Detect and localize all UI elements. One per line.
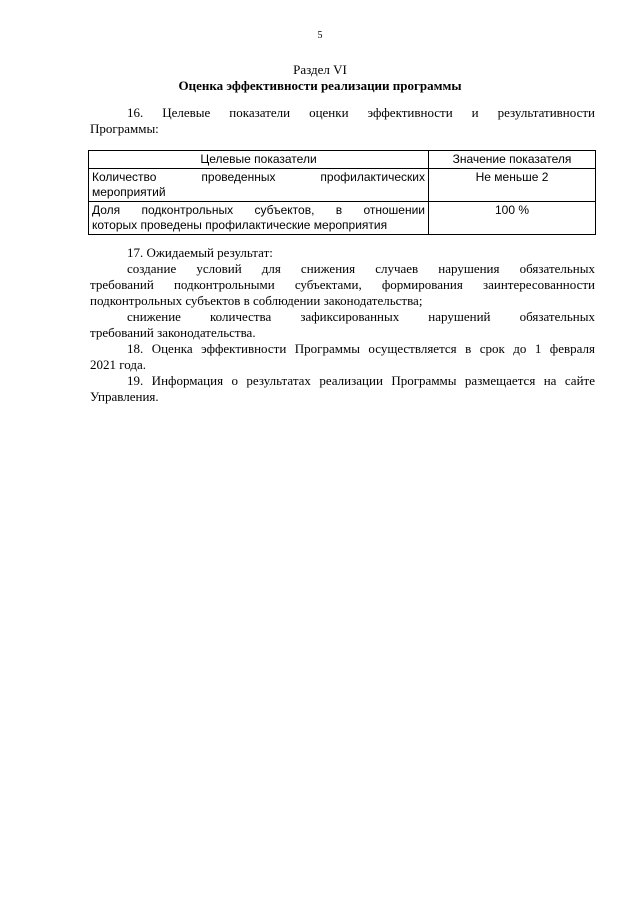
paragraph-16-line-2: Программы: xyxy=(90,121,159,136)
indicator-description-line-1: Доля подконтрольных субъектов, в отношении xyxy=(92,203,425,217)
header-target-indicators: Целевые показатели xyxy=(89,151,429,169)
table-row xyxy=(89,202,596,235)
paragraph-16 xyxy=(90,105,595,137)
table-row xyxy=(89,169,596,202)
indicator-description-line-2: которых проведены профилактические мероприятия xyxy=(92,218,388,232)
section-label: Раздел VI xyxy=(293,62,347,77)
paragraph-18-line-2: 2021 года. xyxy=(90,357,147,372)
indicator-description xyxy=(89,169,429,202)
table-header-row xyxy=(89,151,596,169)
paragraph-17-item-1-line-1: создание условий для снижения случаев нарушения обязательных xyxy=(127,261,595,276)
indicator-value: Не меньше 2 xyxy=(429,169,596,202)
paragraph-17 xyxy=(90,245,595,405)
indicator-value: 100 % xyxy=(429,202,596,235)
indicators-table xyxy=(88,150,596,235)
paragraph-17-item-1-line-3: подконтрольных субъектов в соблюдении законодательства; xyxy=(90,293,423,308)
paragraph-18-line-1: 18. Оценка эффективности Программы осуществляется в срок до 1 февраля xyxy=(127,341,595,356)
section-title: Оценка эффективности реализации программы xyxy=(178,78,462,93)
paragraph-16-line-1: 16. Целевые показатели оценки эффективности и результативности xyxy=(127,105,595,120)
indicator-description-line-1: Количество проведенных профилактических xyxy=(92,170,425,184)
paragraph-17-item-2-line-1: снижение количества зафиксированных нарушений обязательных xyxy=(127,309,595,324)
header-indicator-value: Значение показателя xyxy=(429,151,596,169)
indicator-description xyxy=(89,202,429,235)
paragraph-19-line-1: 19. Информация о результатах реализации Программы размещается на сайте xyxy=(127,373,595,388)
paragraph-17-item-2-line-2: требований законодательства. xyxy=(90,325,256,340)
paragraph-17-item-1-line-2: требований подконтрольными субъектами, формирования заинтересованности xyxy=(90,277,595,292)
paragraph-19-line-2: Управления. xyxy=(90,389,159,404)
page-number: 5 xyxy=(317,30,323,41)
indicator-description-line-2: мероприятий xyxy=(92,185,166,199)
paragraph-17-heading: 17. Ожидаемый результат: xyxy=(127,245,273,260)
